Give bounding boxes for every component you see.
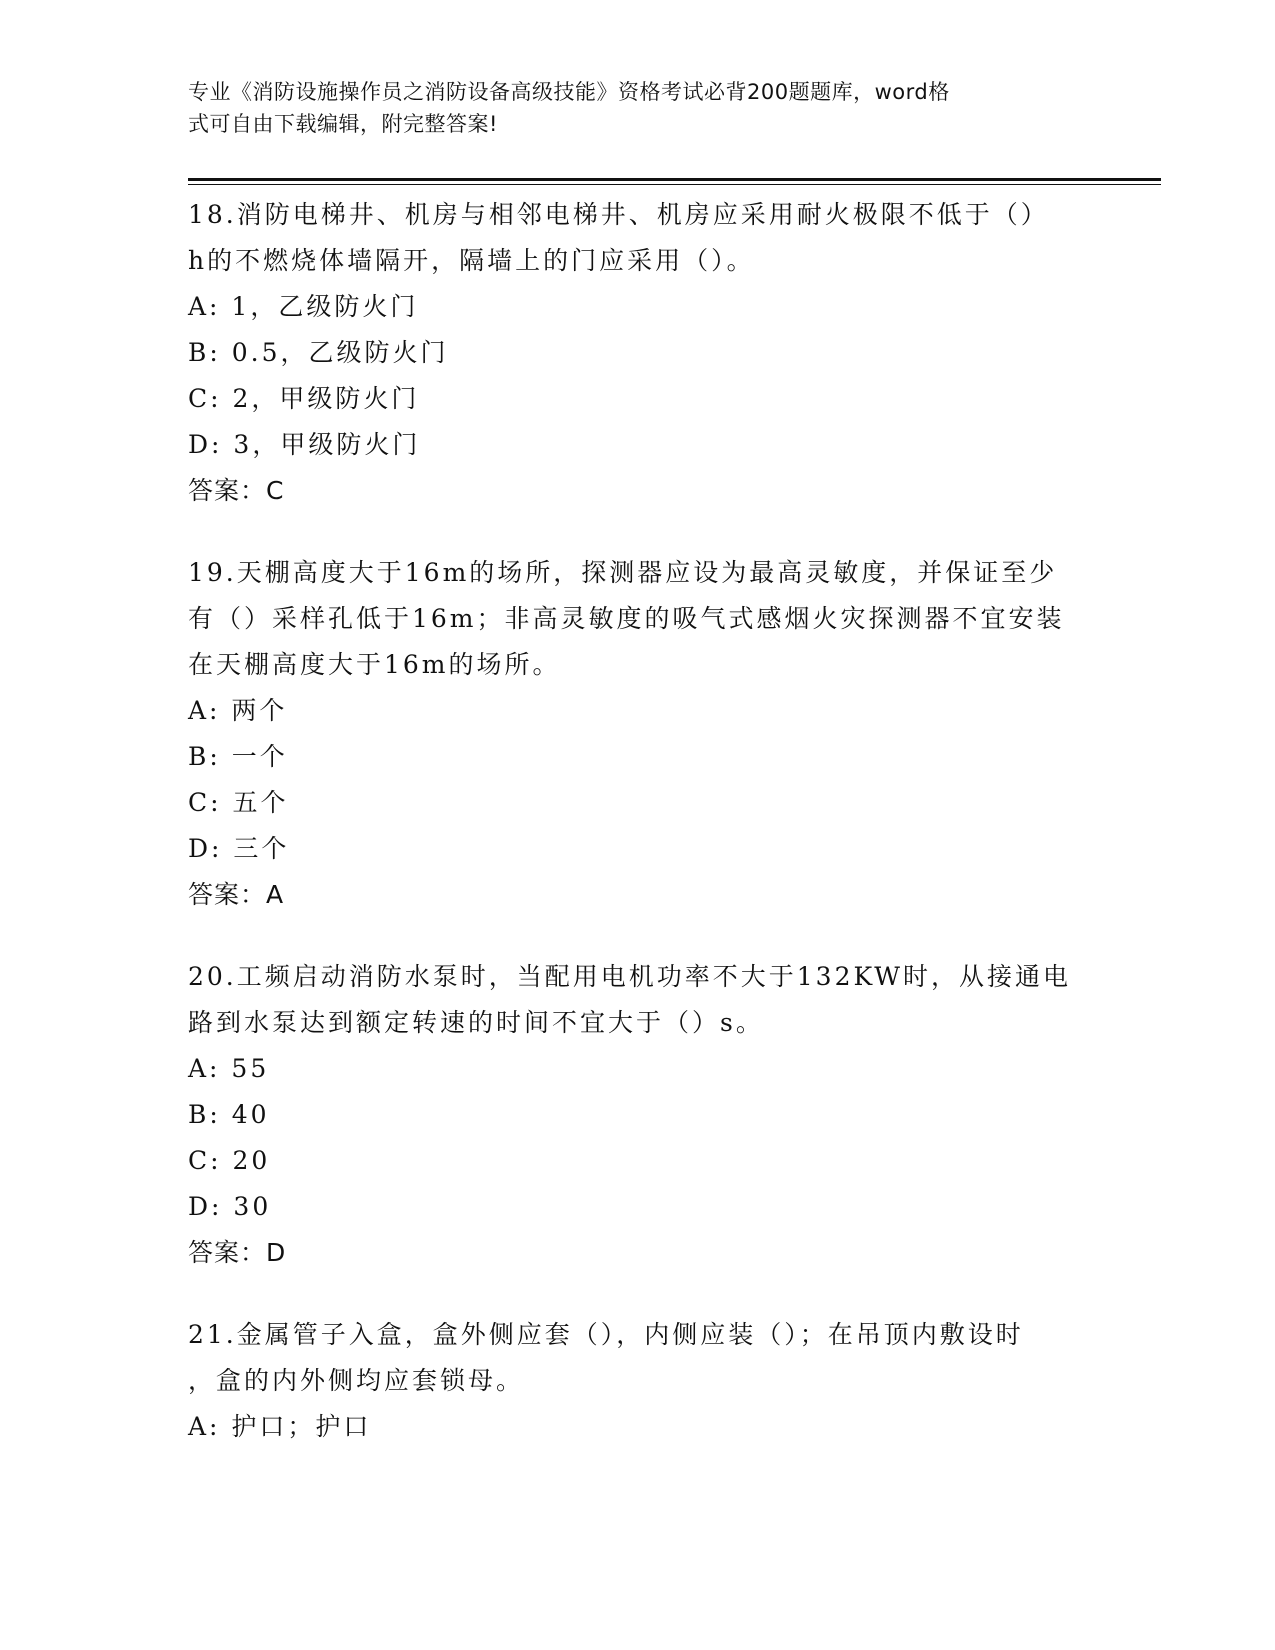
question-text-line: 18.消防电梯井、机房与相邻电梯井、机房应采用耐火极限不低于（） xyxy=(188,200,1049,229)
header-line-2: 式可自由下载编辑，附完整答案! xyxy=(188,112,498,136)
option-a: A: 两个 xyxy=(188,696,288,725)
option-a: A: 护口；护口 xyxy=(188,1412,372,1441)
question-19 xyxy=(188,550,1088,918)
option-c: C: 2，甲级防火门 xyxy=(188,384,420,413)
header-rule-thin xyxy=(188,184,1161,185)
option-b: B: 40 xyxy=(188,1100,270,1129)
question-text-line: 有（）采样孔低于16m；非高灵敏度的吸气式感烟火灾探测器不宜安装 xyxy=(188,604,1065,633)
option-d: D: 三个 xyxy=(188,834,290,863)
header-line-1: 专业《消防设施操作员之消防设备高级技能》资格考试必背200题题库，word格 xyxy=(188,80,950,104)
question-20 xyxy=(188,954,1088,1276)
option-c: C: 20 xyxy=(188,1146,271,1175)
answer-line: 答案：D xyxy=(188,1238,287,1267)
question-text-line: 20.工频启动消防水泵时，当配用电机功率不大于132KW时，从接通电 xyxy=(188,962,1071,991)
answer-line: 答案：A xyxy=(188,880,285,909)
question-text-line: 在天棚高度大于16m的场所。 xyxy=(188,650,561,679)
option-d: D: 30 xyxy=(188,1192,272,1221)
question-text-line: 21.金属管子入盒，盒外侧应套（），内侧应装（）；在吊顶内敷设时 xyxy=(188,1320,1024,1349)
question-text-line: 19.天棚高度大于16m的场所，探测器应设为最高灵敏度，并保证至少 xyxy=(188,558,1058,587)
option-a: A: 1，乙级防火门 xyxy=(188,292,419,321)
question-text-line: ，盒的内外侧均应套锁母。 xyxy=(188,1366,525,1395)
option-a: A: 55 xyxy=(188,1054,270,1083)
option-d: D: 3，甲级防火门 xyxy=(188,430,421,459)
header-rule-thick xyxy=(188,178,1161,181)
question-list xyxy=(188,192,1088,1486)
option-b: B: 0.5，乙级防火门 xyxy=(188,338,449,367)
document-header xyxy=(188,76,1068,140)
question-18 xyxy=(188,192,1088,514)
answer-line: 答案：C xyxy=(188,476,285,505)
option-b: B: 一个 xyxy=(188,742,288,771)
question-text-line: h的不燃烧体墙隔开，隔墙上的门应采用（）。 xyxy=(188,246,755,275)
option-c: C: 五个 xyxy=(188,788,289,817)
question-21 xyxy=(188,1312,1088,1450)
question-text-line: 路到水泵达到额定转速的时间不宜大于（）s。 xyxy=(188,1008,764,1037)
